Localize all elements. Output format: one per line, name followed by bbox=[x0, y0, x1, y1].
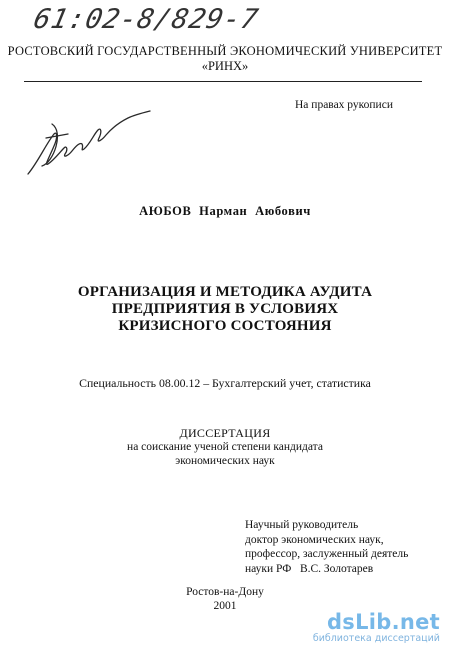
degree-field-line: экономических наук bbox=[175, 455, 275, 467]
scientific-advisor bbox=[245, 518, 408, 576]
degree-line: на соискание ученой степени кандидата bbox=[127, 441, 323, 453]
rights-notice: На правах рукописи bbox=[295, 99, 393, 111]
university-abbreviation: «РИНХ» bbox=[201, 59, 249, 73]
author-name: АЮБОВ Нарман Аюбович bbox=[139, 204, 311, 218]
watermark[interactable] bbox=[313, 611, 440, 645]
advisor-line: профессор, заслуженный деятель bbox=[245, 548, 409, 560]
handwritten-signature bbox=[24, 104, 154, 184]
place-of-publication: Ростов-на-Дону bbox=[186, 586, 264, 598]
title-line: ОРГАНИЗАЦИЯ И МЕТОДИКА АУДИТА bbox=[77, 284, 373, 300]
title-line: ПРЕДПРИЯТИЯ В УСЛОВИЯХ bbox=[111, 301, 339, 317]
dissertation-heading: ДИССЕРТАЦИЯ bbox=[179, 426, 271, 440]
advisor-line: доктор экономических наук, bbox=[245, 533, 384, 546]
advisor-line: науки РФ В.С. Золотарев bbox=[245, 562, 374, 575]
university-name: РОСТОВСКИЙ ГОСУДАРСТВЕННЫЙ ЭКОНОМИЧЕСКИЙ УНИВЕРСИТЕТ bbox=[7, 44, 443, 58]
header-divider bbox=[24, 81, 422, 82]
catalog-number: 61:02-8/829-7 bbox=[30, 4, 262, 35]
advisor-line: Научный руководитель bbox=[245, 519, 359, 531]
publication-year: 2001 bbox=[213, 600, 237, 612]
title-line: КРИЗИСНОГО СОСТОЯНИЯ bbox=[118, 318, 332, 334]
watermark-logo[interactable]: dsLib.net bbox=[326, 610, 440, 634]
specialty-line: Специальность 08.00.12 – Бухгалтерский учет, статистика bbox=[79, 376, 371, 390]
watermark-subtitle: библиотека диссертаций bbox=[312, 633, 440, 644]
dissertation-title bbox=[0, 284, 450, 335]
